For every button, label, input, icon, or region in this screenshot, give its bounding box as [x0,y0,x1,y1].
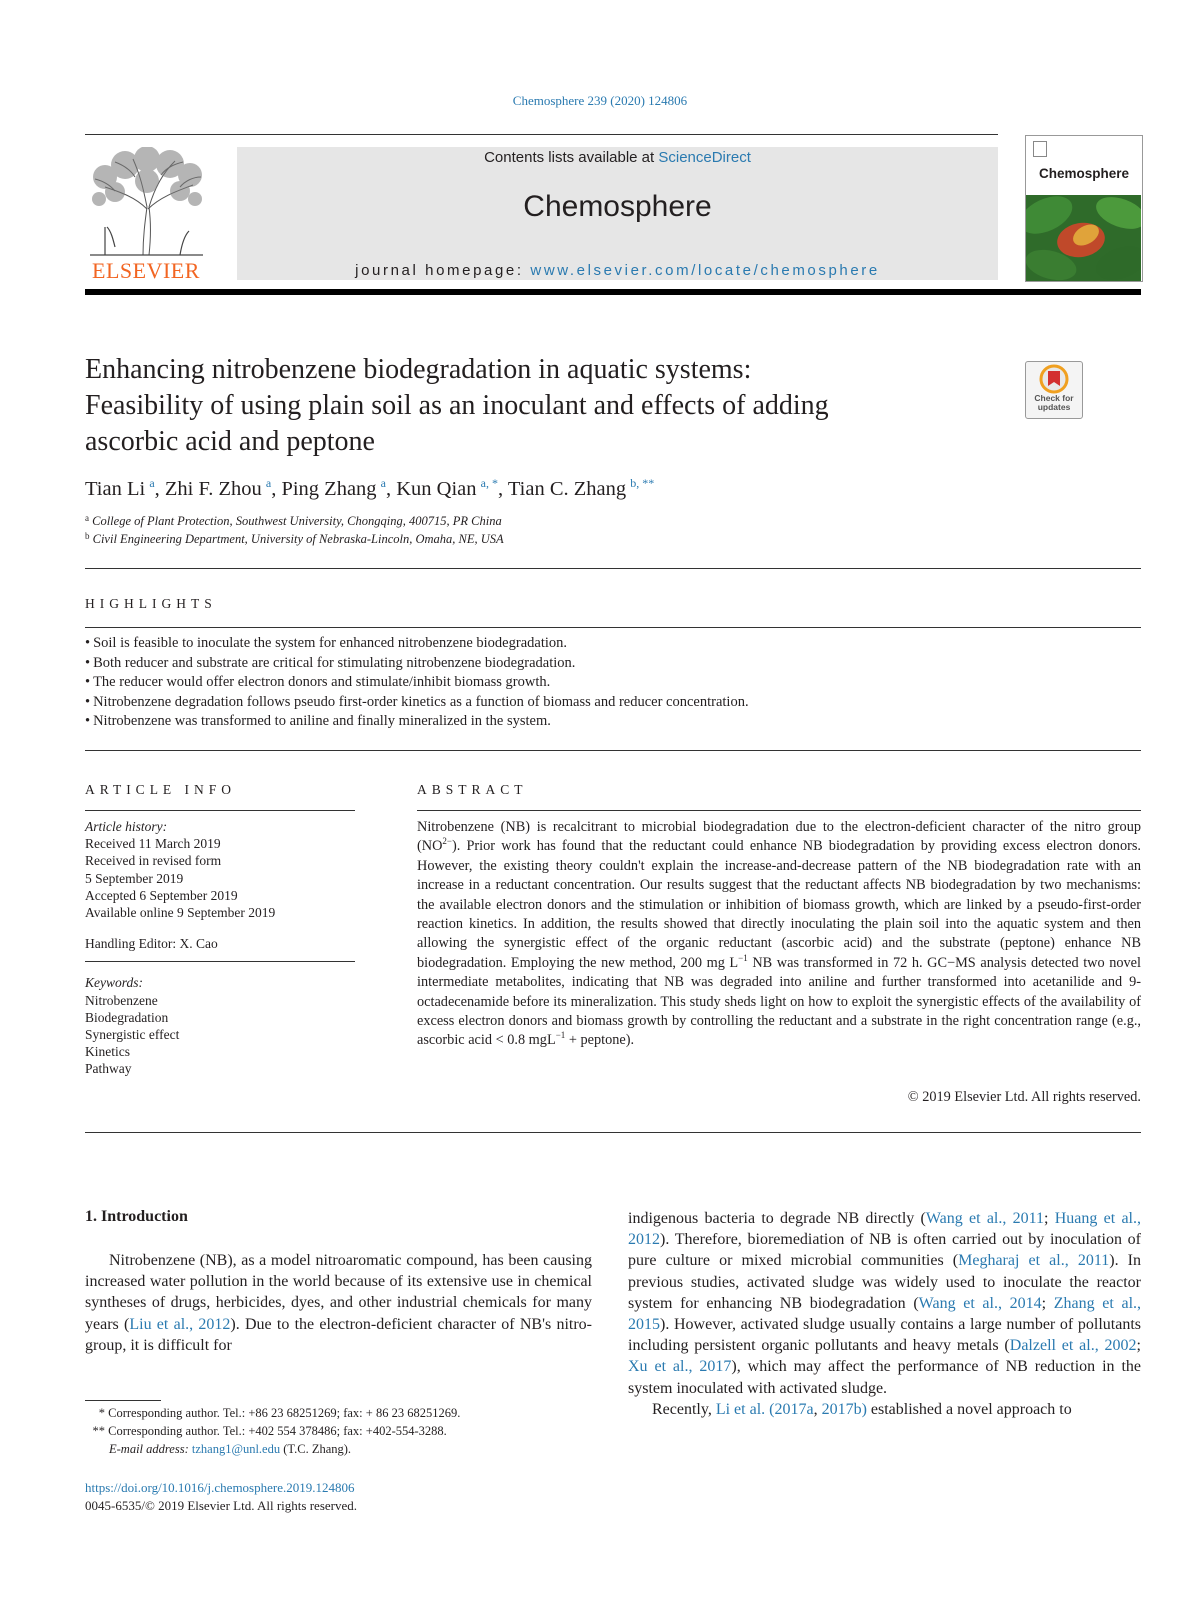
cover-leaves-image [1026,195,1141,281]
cover-title: Chemosphere [1038,166,1130,181]
divider [85,627,1141,628]
author-affil-mark[interactable]: a [265,476,272,490]
history-line: Received 11 March 2019 [85,836,221,852]
divider [85,810,355,811]
cover-mini-icon [1033,141,1047,157]
author-name[interactable]: Ping Zhang [281,478,377,500]
affiliation-b: $^b$ Civil Engineering Department, University of Nebraska-Lincoln, Omaha, NE, USA [85,531,504,546]
doi-link[interactable]: https://doi.org/10.1016/j.chemosphere.2019.124806 [85,1480,355,1495]
homepage-link[interactable]: www.elsevier.com/locate/chemosphere [530,262,880,279]
author-name[interactable]: Kun Qian [396,478,477,500]
reference-link[interactable]: Megharaj et al., 2011 [958,1252,1110,1270]
keyword: Synergistic effect [85,1027,180,1043]
reference-link[interactable]: Liu et al., 2012 [129,1315,231,1333]
abstract-text: Nitrobenzene (NB) is recalcitrant to microbial biodegradation due to the electron-deficient character of the nitro group $(NO^{2-})$. Prior work has found that the reductant could enhance NB biodegradation by providing excess electron donors. However, the existing theory couldn't explain the increase-and-decrease pattern of the NB biodegradation rate with an increase in a reductant concentration. Our results suggest that the reductant affects NB biodegradation by two mechanisms: the available electron donors and the stimulation or inhibition of biomass growth, which are linked by a pseudo-first-order reaction kinetics. In addition, the results showed that directly inoculating the plain soil into the aquatic system and then allowing the synergistic effect of the organic reductant (ascorbic acid) and the substrate (peptone) enhance NB biodegradation. Employing the new method, 200 mg $L^{-1}$ NB was transformed in 72 h. GC−MS analysis detected two novel intermediate metabolites, indicating that NB was degraded into aniline and further transformed into acetanilide and 9-octadecenamide before its mineralization. This study sheds light on how to exploit the synergistic effects of the availability of excess electron donors and biomass growth by controlling the reductant and a substrate in the right concentration range (e.g., ascorbic acid < 0.8 mgL$^{-1}$ + peptone). [417,819,1141,1049]
author-affil-mark[interactable]: a [380,476,386,490]
intro-paragraph-left: Nitrobenzene (NB), as a model nitroaromatic compound, has been causing increased water pollution in the world because of its extensive use in chemical syntheses of drugs, herbicides, dyes, and other industrial chemicals for many years (Liu et al., 2012). Due to the electron-deficient character of NB's nitro-group, it is difficult for [85,1252,593,1354]
intro-paragraph-right: indigenous bacteria to degrade NB directly (Wang et al., 2011; Huang et al., 2012). Therefore, bioremediation of NB is often carried out by inoculation of pure culture or mixed microbial communities (Megharaj et al., 2011). In previous studies, activated sludge was widely used to inoculate the reactor system for enhancing NB biodegradation (Wang et al., 2014; Zhang et al., 2015). However, activated sludge usually contains a large number of pollutants including persistent organic pollutants and heavy metals (Dalzell et al., 2002; Xu et al., 2017), which may affect the performance of NB reduction in the system inoculated with activated sludge. Recently, Li et al. (2017a, 2017b) established a novel approach to [628,1210,1142,1418]
reference-link[interactable]: Huang et al., 2012 [628,1210,1142,1249]
highlights-heading: HIGHLIGHTS [85,596,217,611]
author-affil-mark[interactable]: a, * [480,476,498,490]
title-line: ascorbic acid and peptone [85,426,375,457]
reference-link[interactable]: Dalzell et al., 2002 [1009,1337,1137,1355]
header-thick-rule [85,289,1141,295]
email-line: E-mail address: tzhang1@unl.edu (T.C. Zhang). [109,1442,352,1456]
history-line: Available online 9 September 2019 [85,905,276,921]
highlight-item: • Soil is feasible to inoculate the system for enhanced nitrobenzene biodegradation. [85,634,1135,654]
article-info [85,818,355,1078]
history-label: Article history: [85,819,168,834]
reference-link[interactable]: Wang et al., 2011 [925,1210,1045,1227]
keyword: Kinetics [85,1044,130,1060]
handling-editor: Handling Editor: X. Cao [85,936,218,952]
author-affil-mark[interactable]: a [149,476,155,490]
title-line: Feasibility of using plain soil as an inoculant and effects of adding [85,390,829,421]
reference-link[interactable]: Wang et al., 2014 [918,1294,1042,1312]
divider [85,961,355,962]
footnote-1: * Corresponding author. Tel.: +86 23 68251269; fax: + 86 23 68251269. [98,1406,461,1420]
history-line: 5 September 2019 [85,870,184,886]
header-rule [85,134,998,135]
history-line: Accepted 6 September 2019 [85,887,238,903]
check-updates-label: Check for updates [1034,393,1074,412]
issn-line: 0045-6535/© 2019 Elsevier Ltd. All rights reserved. [85,1498,357,1513]
email-link[interactable]: tzhang1@unl.edu [191,1442,281,1456]
keyword: Nitrobenzene [85,992,158,1008]
journal-citation[interactable]: Chemosphere 239 (2020) 124806 [512,93,688,108]
section-heading: 1. Introduction [85,1208,188,1225]
affiliation-a: $^a$ College of Plant Protection, Southwest University, Chongqing, 400715, PR China [85,513,502,528]
reference-link[interactable]: 2017b) [821,1400,867,1418]
footnote-rule [85,1400,161,1401]
journal-name: Chemosphere [523,190,712,223]
author-affil-mark[interactable]: b, ** [630,476,655,490]
publisher-wordmark: ELSEVIER [92,258,200,283]
reference-link[interactable]: Zhang et al., 2015 [628,1294,1142,1334]
footnote-2: ** Corresponding author. Tel.: +402 554 378486; fax: +402-554-3288. [92,1424,447,1438]
doi-block [85,1479,357,1515]
history-line: Received in revised form [85,853,222,869]
article-info-heading: ARTICLE INFO [85,782,237,797]
article-title [85,352,995,460]
sciencedirect-link[interactable]: ScienceDirect [658,149,751,166]
highlight-item: • The reducer would offer electron donors and stimulate/inhibit biomass growth. [85,673,1135,693]
highlight-item: • Nitrobenzene was transformed to aniline and finally mineralized in the system. [85,712,1135,732]
abstract-heading: ABSTRACT [417,782,528,797]
author-name[interactable]: Tian Li [85,478,146,500]
footnotes [85,1404,592,1458]
highlights-list [85,634,1135,732]
divider [417,810,1141,811]
reference-link[interactable]: Li et al. (2017a [715,1400,814,1418]
divider [85,1132,1141,1133]
homepage-line: journal homepage: www.elsevier.com/locate/chemosphere [355,262,880,279]
abstract-copyright: © 2019 Elsevier Ltd. All rights reserved. [907,1089,1141,1105]
divider [85,568,1141,569]
author-name[interactable]: Zhi F. Zhou [164,478,262,500]
highlight-item: • Nitrobenzene degradation follows pseudo first-order kinetics as a function of biomass and reducer concentration. [85,693,1135,713]
keyword: Biodegradation [85,1009,169,1025]
contents-line: Contents lists available at ScienceDirect [484,149,751,166]
highlight-item: • Both reducer and substrate are critical for stimulating nitrobenzene biodegradation. [85,654,1135,674]
divider [85,750,1141,751]
author-list: Tian Li $^a$, Zhi F. Zhou $^a$, Ping Zhang $^a$, Kun Qian $^{a, *}$, Tian C. Zhang $^{b, **}$ [85,476,655,500]
title-line: Enhancing nitrobenzene biodegradation in aquatic systems: [85,354,752,385]
author-name[interactable]: Tian C. Zhang [507,478,627,500]
keywords-label: Keywords: [85,975,143,991]
reference-link[interactable]: Xu et al., 2017 [628,1358,732,1376]
keyword: Pathway [85,1061,132,1077]
